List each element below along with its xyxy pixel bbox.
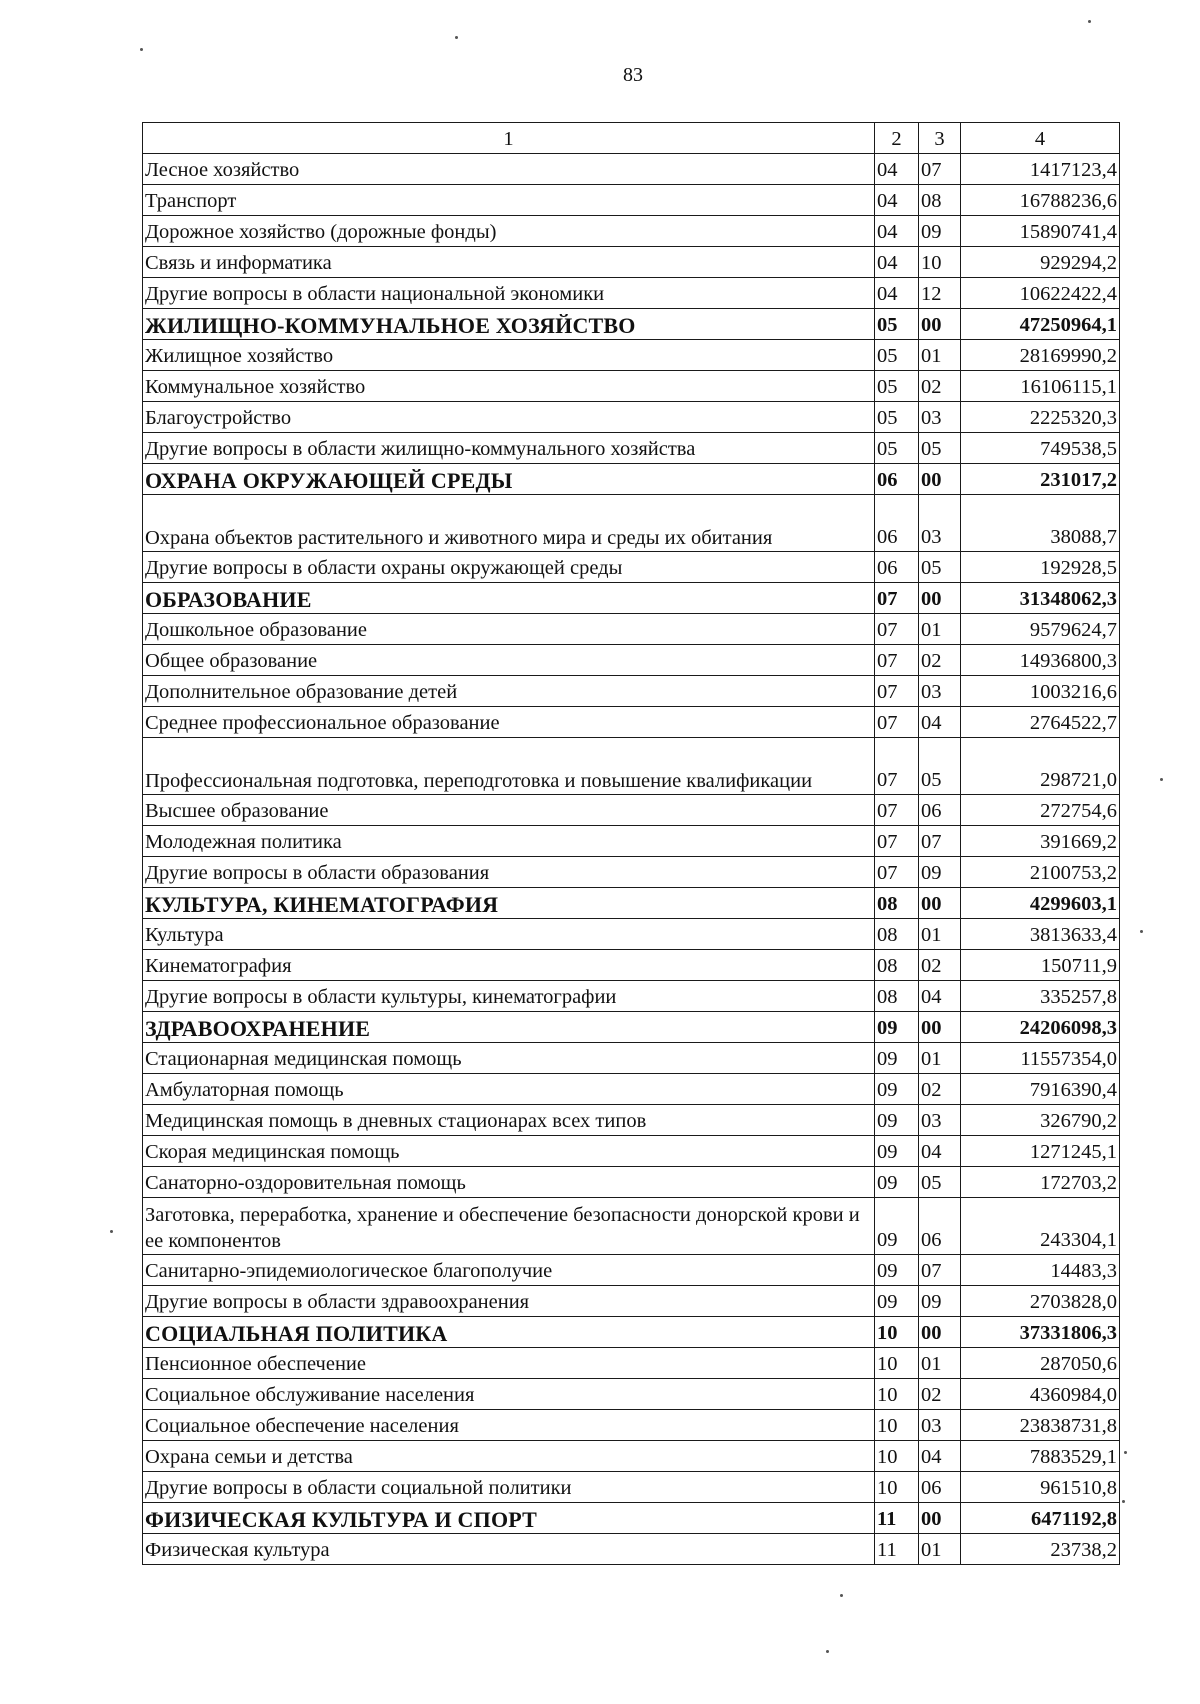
row-section-code: 06 bbox=[875, 552, 919, 583]
header-col-name: 1 bbox=[143, 123, 875, 154]
row-section-code: 04 bbox=[875, 154, 919, 185]
row-subsection-code: 02 bbox=[919, 1074, 961, 1105]
row-section-code: 05 bbox=[875, 433, 919, 464]
row-name-cell: Высшее образование bbox=[143, 795, 875, 826]
row-section-code: 11 bbox=[875, 1534, 919, 1565]
row-subsection-code: 08 bbox=[919, 185, 961, 216]
row-section-code: 09 bbox=[875, 1043, 919, 1074]
table-row bbox=[143, 154, 1120, 185]
row-name-cell: Общее образование bbox=[143, 645, 875, 676]
row-amount-cell: 23838731,8 bbox=[961, 1410, 1120, 1441]
row-amount-cell: 287050,6 bbox=[961, 1348, 1120, 1379]
row-section-code: 07 bbox=[875, 645, 919, 676]
scan-speck bbox=[110, 1230, 113, 1233]
row-subsection-code: 01 bbox=[919, 1043, 961, 1074]
row-subsection-code: 02 bbox=[919, 1379, 961, 1410]
row-section-code: 05 bbox=[875, 402, 919, 433]
row-section-code: 09 bbox=[875, 1105, 919, 1136]
table-row bbox=[143, 552, 1120, 583]
row-name-cell: Благоустройство bbox=[143, 402, 875, 433]
row-name-cell: Профессиональная подготовка, переподготовка и повышение квалификации bbox=[143, 738, 875, 795]
row-subsection-code: 02 bbox=[919, 950, 961, 981]
row-subsection-code: 01 bbox=[919, 1348, 961, 1379]
row-amount-cell: 2225320,3 bbox=[961, 402, 1120, 433]
table-row bbox=[143, 1136, 1120, 1167]
row-section-code: 09 bbox=[875, 1198, 919, 1255]
table-row bbox=[143, 738, 1120, 795]
row-section-code: 10 bbox=[875, 1317, 919, 1348]
section-row bbox=[143, 464, 1120, 495]
row-name-cell: КУЛЬТУРА, КИНЕМАТОГРАФИЯ bbox=[143, 888, 875, 919]
section-row bbox=[143, 309, 1120, 340]
table-row bbox=[143, 707, 1120, 738]
section-row bbox=[143, 1012, 1120, 1043]
row-section-code: 09 bbox=[875, 1286, 919, 1317]
row-amount-cell: 150711,9 bbox=[961, 950, 1120, 981]
row-amount-cell: 28169990,2 bbox=[961, 340, 1120, 371]
row-subsection-code: 06 bbox=[919, 1472, 961, 1503]
row-subsection-code: 03 bbox=[919, 402, 961, 433]
row-name-cell: СОЦИАЛЬНАЯ ПОЛИТИКА bbox=[143, 1317, 875, 1348]
row-amount-cell: 326790,2 bbox=[961, 1105, 1120, 1136]
row-amount-cell: 24206098,3 bbox=[961, 1012, 1120, 1043]
row-section-code: 09 bbox=[875, 1136, 919, 1167]
scan-speck bbox=[840, 1594, 843, 1597]
row-subsection-code: 07 bbox=[919, 826, 961, 857]
row-name-cell: ЗДРАВООХРАНЕНИЕ bbox=[143, 1012, 875, 1043]
row-name-cell: Охрана семьи и детства bbox=[143, 1441, 875, 1472]
row-amount-cell: 16788236,6 bbox=[961, 185, 1120, 216]
row-name-cell: Другие вопросы в области жилищно-коммунального хозяйства bbox=[143, 433, 875, 464]
row-subsection-code: 10 bbox=[919, 247, 961, 278]
row-subsection-code: 07 bbox=[919, 154, 961, 185]
row-amount-cell: 31348062,3 bbox=[961, 583, 1120, 614]
row-amount-cell: 929294,2 bbox=[961, 247, 1120, 278]
row-subsection-code: 01 bbox=[919, 614, 961, 645]
scan-speck bbox=[455, 36, 458, 39]
row-section-code: 07 bbox=[875, 676, 919, 707]
row-section-code: 04 bbox=[875, 278, 919, 309]
row-section-code: 04 bbox=[875, 185, 919, 216]
row-amount-cell: 298721,0 bbox=[961, 738, 1120, 795]
table-row bbox=[143, 185, 1120, 216]
table-row bbox=[143, 1348, 1120, 1379]
row-section-code: 09 bbox=[875, 1012, 919, 1043]
scan-speck bbox=[1160, 778, 1163, 781]
row-amount-cell: 391669,2 bbox=[961, 826, 1120, 857]
row-subsection-code: 02 bbox=[919, 371, 961, 402]
row-subsection-code: 09 bbox=[919, 857, 961, 888]
row-amount-cell: 961510,8 bbox=[961, 1472, 1120, 1503]
row-amount-cell: 4299603,1 bbox=[961, 888, 1120, 919]
row-section-code: 10 bbox=[875, 1348, 919, 1379]
row-name-cell: Другие вопросы в области здравоохранения bbox=[143, 1286, 875, 1317]
row-name-cell: Другие вопросы в области национальной экономики bbox=[143, 278, 875, 309]
scan-speck bbox=[1122, 1500, 1125, 1503]
row-name-cell: Другие вопросы в области охраны окружающей среды bbox=[143, 552, 875, 583]
table-row bbox=[143, 857, 1120, 888]
row-amount-cell: 14483,3 bbox=[961, 1255, 1120, 1286]
row-subsection-code: 00 bbox=[919, 1503, 961, 1534]
row-section-code: 07 bbox=[875, 826, 919, 857]
row-subsection-code: 05 bbox=[919, 1167, 961, 1198]
row-amount-cell: 749538,5 bbox=[961, 433, 1120, 464]
row-amount-cell: 7883529,1 bbox=[961, 1441, 1120, 1472]
row-name-cell: Жилищное хозяйство bbox=[143, 340, 875, 371]
scan-speck bbox=[1124, 1451, 1127, 1454]
row-amount-cell: 14936800,3 bbox=[961, 645, 1120, 676]
row-amount-cell: 16106115,1 bbox=[961, 371, 1120, 402]
table-row bbox=[143, 795, 1120, 826]
row-subsection-code: 00 bbox=[919, 464, 961, 495]
row-section-code: 06 bbox=[875, 464, 919, 495]
row-name-cell: Культура bbox=[143, 919, 875, 950]
row-section-code: 10 bbox=[875, 1472, 919, 1503]
table-row bbox=[143, 676, 1120, 707]
row-amount-cell: 6471192,8 bbox=[961, 1503, 1120, 1534]
budget-table bbox=[142, 122, 1120, 1565]
row-amount-cell: 38088,7 bbox=[961, 495, 1120, 552]
table-row bbox=[143, 247, 1120, 278]
row-amount-cell: 172703,2 bbox=[961, 1167, 1120, 1198]
row-section-code: 09 bbox=[875, 1167, 919, 1198]
row-amount-cell: 243304,1 bbox=[961, 1198, 1120, 1255]
row-subsection-code: 06 bbox=[919, 795, 961, 826]
row-subsection-code: 00 bbox=[919, 309, 961, 340]
row-section-code: 07 bbox=[875, 738, 919, 795]
table-row bbox=[143, 1105, 1120, 1136]
row-amount-cell: 192928,5 bbox=[961, 552, 1120, 583]
row-amount-cell: 37331806,3 bbox=[961, 1317, 1120, 1348]
row-subsection-code: 03 bbox=[919, 1105, 961, 1136]
row-subsection-code: 01 bbox=[919, 340, 961, 371]
row-name-cell: Заготовка, переработка, хранение и обеспечение безопасности донорской крови и ее компонентов bbox=[143, 1198, 875, 1255]
scan-speck bbox=[140, 48, 143, 51]
row-amount-cell: 23738,2 bbox=[961, 1534, 1120, 1565]
row-subsection-code: 00 bbox=[919, 1012, 961, 1043]
row-section-code: 07 bbox=[875, 583, 919, 614]
row-section-code: 09 bbox=[875, 1074, 919, 1105]
row-name-cell: ОХРАНА ОКРУЖАЮЩЕЙ СРЕДЫ bbox=[143, 464, 875, 495]
row-subsection-code: 01 bbox=[919, 1534, 961, 1565]
row-section-code: 05 bbox=[875, 309, 919, 340]
row-section-code: 08 bbox=[875, 919, 919, 950]
row-subsection-code: 04 bbox=[919, 1441, 961, 1472]
row-amount-cell: 2764522,7 bbox=[961, 707, 1120, 738]
row-subsection-code: 00 bbox=[919, 1317, 961, 1348]
section-row bbox=[143, 583, 1120, 614]
row-subsection-code: 02 bbox=[919, 645, 961, 676]
row-subsection-code: 04 bbox=[919, 981, 961, 1012]
row-section-code: 04 bbox=[875, 216, 919, 247]
row-amount-cell: 2100753,2 bbox=[961, 857, 1120, 888]
row-section-code: 08 bbox=[875, 981, 919, 1012]
table-row bbox=[143, 950, 1120, 981]
table-row bbox=[143, 1410, 1120, 1441]
table-row bbox=[143, 614, 1120, 645]
row-amount-cell: 2703828,0 bbox=[961, 1286, 1120, 1317]
row-name-cell: Кинематография bbox=[143, 950, 875, 981]
row-section-code: 09 bbox=[875, 1255, 919, 1286]
table-header-row bbox=[143, 123, 1120, 154]
row-subsection-code: 03 bbox=[919, 1410, 961, 1441]
row-name-cell: Молодежная политика bbox=[143, 826, 875, 857]
row-amount-cell: 9579624,7 bbox=[961, 614, 1120, 645]
row-subsection-code: 05 bbox=[919, 552, 961, 583]
row-section-code: 07 bbox=[875, 614, 919, 645]
row-amount-cell: 335257,8 bbox=[961, 981, 1120, 1012]
row-section-code: 07 bbox=[875, 795, 919, 826]
row-amount-cell: 11557354,0 bbox=[961, 1043, 1120, 1074]
scan-speck bbox=[1140, 930, 1143, 933]
row-subsection-code: 03 bbox=[919, 676, 961, 707]
row-name-cell: Другие вопросы в области образования bbox=[143, 857, 875, 888]
row-amount-cell: 1003216,6 bbox=[961, 676, 1120, 707]
row-subsection-code: 01 bbox=[919, 919, 961, 950]
row-name-cell: Санаторно-оздоровительная помощь bbox=[143, 1167, 875, 1198]
table-row bbox=[143, 826, 1120, 857]
row-amount-cell: 231017,2 bbox=[961, 464, 1120, 495]
row-name-cell: Медицинская помощь в дневных стационарах всех типов bbox=[143, 1105, 875, 1136]
row-subsection-code: 06 bbox=[919, 1198, 961, 1255]
row-name-cell: Физическая культура bbox=[143, 1534, 875, 1565]
row-subsection-code: 00 bbox=[919, 888, 961, 919]
row-section-code: 07 bbox=[875, 707, 919, 738]
table-row bbox=[143, 340, 1120, 371]
row-subsection-code: 04 bbox=[919, 1136, 961, 1167]
row-amount-cell: 3813633,4 bbox=[961, 919, 1120, 950]
row-subsection-code: 05 bbox=[919, 433, 961, 464]
row-section-code: 05 bbox=[875, 340, 919, 371]
row-subsection-code: 07 bbox=[919, 1255, 961, 1286]
row-amount-cell: 10622422,4 bbox=[961, 278, 1120, 309]
row-name-cell: Стационарная медицинская помощь bbox=[143, 1043, 875, 1074]
row-name-cell: Среднее профессиональное образование bbox=[143, 707, 875, 738]
row-name-cell: Скорая медицинская помощь bbox=[143, 1136, 875, 1167]
table-row bbox=[143, 1043, 1120, 1074]
table-row bbox=[143, 1441, 1120, 1472]
row-amount-cell: 15890741,4 bbox=[961, 216, 1120, 247]
budget-table-body bbox=[143, 123, 1120, 1565]
row-section-code: 08 bbox=[875, 888, 919, 919]
row-section-code: 07 bbox=[875, 857, 919, 888]
section-row bbox=[143, 1317, 1120, 1348]
row-amount-cell: 1271245,1 bbox=[961, 1136, 1120, 1167]
row-section-code: 06 bbox=[875, 495, 919, 552]
page-number: 83 bbox=[623, 64, 643, 86]
row-name-cell: Другие вопросы в области социальной политики bbox=[143, 1472, 875, 1503]
row-name-cell: Социальное обслуживание населения bbox=[143, 1379, 875, 1410]
table-row bbox=[143, 645, 1120, 676]
header-col-amount: 4 bbox=[961, 123, 1120, 154]
row-subsection-code: 04 bbox=[919, 707, 961, 738]
table-row bbox=[143, 1198, 1120, 1255]
scan-speck bbox=[826, 1650, 829, 1653]
table-row bbox=[143, 278, 1120, 309]
row-section-code: 11 bbox=[875, 1503, 919, 1534]
row-subsection-code: 03 bbox=[919, 495, 961, 552]
row-section-code: 08 bbox=[875, 950, 919, 981]
row-amount-cell: 1417123,4 bbox=[961, 154, 1120, 185]
table-row bbox=[143, 433, 1120, 464]
table-row bbox=[143, 1286, 1120, 1317]
table-row bbox=[143, 216, 1120, 247]
row-name-cell: Дошкольное образование bbox=[143, 614, 875, 645]
row-section-code: 10 bbox=[875, 1379, 919, 1410]
row-section-code: 10 bbox=[875, 1441, 919, 1472]
section-row bbox=[143, 888, 1120, 919]
scan-speck bbox=[1088, 20, 1091, 23]
row-subsection-code: 05 bbox=[919, 738, 961, 795]
row-amount-cell: 47250964,1 bbox=[961, 309, 1120, 340]
table-row bbox=[143, 919, 1120, 950]
table-row bbox=[143, 402, 1120, 433]
row-name-cell: Лесное хозяйство bbox=[143, 154, 875, 185]
table-row bbox=[143, 1074, 1120, 1105]
row-name-cell: ФИЗИЧЕСКАЯ КУЛЬТУРА И СПОРТ bbox=[143, 1503, 875, 1534]
header-col-subsection: 3 bbox=[919, 123, 961, 154]
row-name-cell: ОБРАЗОВАНИЕ bbox=[143, 583, 875, 614]
row-amount-cell: 4360984,0 bbox=[961, 1379, 1120, 1410]
row-amount-cell: 7916390,4 bbox=[961, 1074, 1120, 1105]
row-name-cell: Транспорт bbox=[143, 185, 875, 216]
row-name-cell: Амбулаторная помощь bbox=[143, 1074, 875, 1105]
row-name-cell: Дорожное хозяйство (дорожные фонды) bbox=[143, 216, 875, 247]
row-name-cell: ЖИЛИЩНО-КОММУНАЛЬНОЕ ХОЗЯЙСТВО bbox=[143, 309, 875, 340]
row-section-code: 10 bbox=[875, 1410, 919, 1441]
header-col-section: 2 bbox=[875, 123, 919, 154]
row-name-cell: Дополнительное образование детей bbox=[143, 676, 875, 707]
row-name-cell: Связь и информатика bbox=[143, 247, 875, 278]
table-row bbox=[143, 1379, 1120, 1410]
row-section-code: 05 bbox=[875, 371, 919, 402]
row-amount-cell: 272754,6 bbox=[961, 795, 1120, 826]
section-row bbox=[143, 1503, 1120, 1534]
table-row bbox=[143, 981, 1120, 1012]
row-name-cell: Социальное обеспечение населения bbox=[143, 1410, 875, 1441]
table-row bbox=[143, 1255, 1120, 1286]
row-subsection-code: 09 bbox=[919, 1286, 961, 1317]
table-row bbox=[143, 495, 1120, 552]
table-row bbox=[143, 1534, 1120, 1565]
row-subsection-code: 00 bbox=[919, 583, 961, 614]
row-subsection-code: 12 bbox=[919, 278, 961, 309]
row-name-cell: Пенсионное обеспечение bbox=[143, 1348, 875, 1379]
row-name-cell: Санитарно-эпидемиологическое благополучие bbox=[143, 1255, 875, 1286]
table-row bbox=[143, 371, 1120, 402]
row-subsection-code: 09 bbox=[919, 216, 961, 247]
row-name-cell: Другие вопросы в области культуры, кинематографии bbox=[143, 981, 875, 1012]
table-row bbox=[143, 1472, 1120, 1503]
row-name-cell: Охрана объектов растительного и животного мира и среды их обитания bbox=[143, 495, 875, 552]
row-section-code: 04 bbox=[875, 247, 919, 278]
table-row bbox=[143, 1167, 1120, 1198]
row-name-cell: Коммунальное хозяйство bbox=[143, 371, 875, 402]
